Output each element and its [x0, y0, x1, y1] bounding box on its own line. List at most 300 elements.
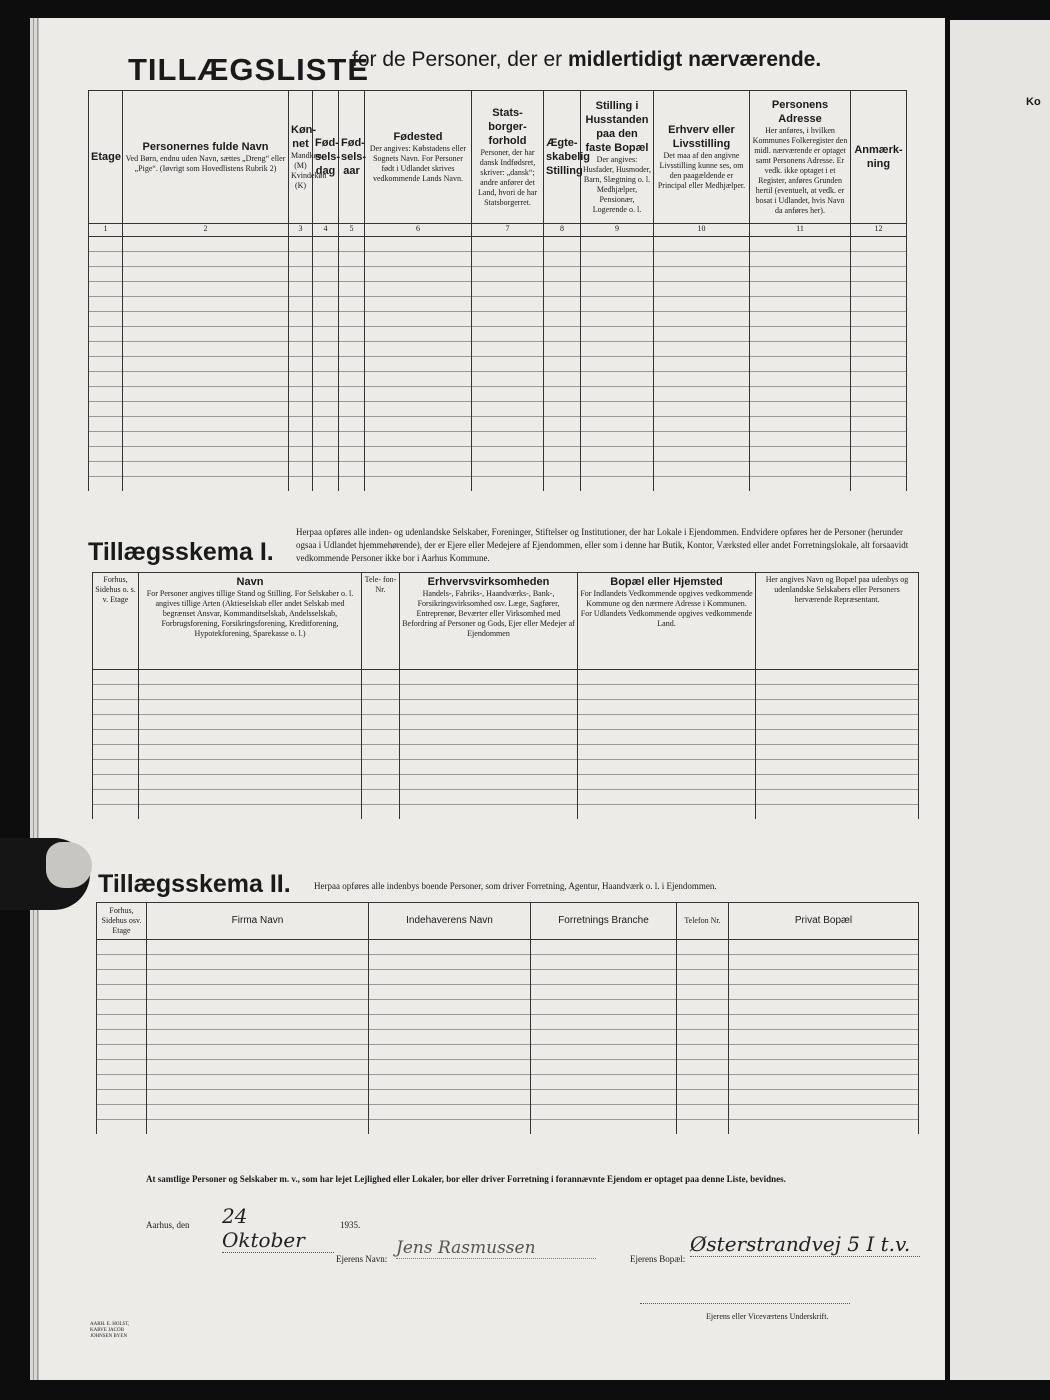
- schema2-row[interactable]: [97, 1000, 919, 1015]
- schema2-cell[interactable]: [369, 1105, 531, 1120]
- main-list-cell[interactable]: [313, 447, 339, 462]
- main-list-cell[interactable]: [851, 237, 907, 252]
- main-list-cell[interactable]: [89, 402, 123, 417]
- main-list-cell[interactable]: [89, 357, 123, 372]
- schema1-row[interactable]: [93, 775, 919, 790]
- main-list-cell[interactable]: [365, 282, 472, 297]
- main-list-cell[interactable]: [472, 432, 544, 447]
- schema1-cell[interactable]: [362, 685, 400, 700]
- schema2-cell[interactable]: [729, 970, 919, 985]
- schema2-cell[interactable]: [97, 1075, 147, 1090]
- main-list-cell[interactable]: [581, 387, 654, 402]
- schema1-cell[interactable]: [139, 775, 362, 790]
- schema2-cell[interactable]: [369, 940, 531, 955]
- main-list-cell[interactable]: [851, 432, 907, 447]
- main-list-cell[interactable]: [339, 267, 365, 282]
- main-list-row[interactable]: [89, 417, 907, 432]
- main-list-cell[interactable]: [851, 387, 907, 402]
- main-list-cell[interactable]: [750, 447, 851, 462]
- main-list-cell[interactable]: [544, 342, 581, 357]
- main-list-cell[interactable]: [472, 372, 544, 387]
- schema1-cell[interactable]: [578, 670, 756, 685]
- main-list-cell[interactable]: [89, 447, 123, 462]
- main-list-cell[interactable]: [289, 312, 313, 327]
- main-list-cell[interactable]: [123, 237, 289, 252]
- schema1-cell[interactable]: [93, 685, 139, 700]
- schema1-cell[interactable]: [400, 700, 578, 715]
- main-list-cell[interactable]: [313, 267, 339, 282]
- schema1-cell[interactable]: [139, 715, 362, 730]
- main-list-cell[interactable]: [750, 387, 851, 402]
- schema2-row[interactable]: [97, 1045, 919, 1060]
- main-list-cell[interactable]: [544, 447, 581, 462]
- schema1-cell[interactable]: [400, 715, 578, 730]
- main-list-cell[interactable]: [289, 387, 313, 402]
- schema2-cell[interactable]: [369, 1030, 531, 1045]
- main-list-cell[interactable]: [654, 267, 750, 282]
- schema2-cell[interactable]: [369, 1075, 531, 1090]
- main-list-cell[interactable]: [750, 417, 851, 432]
- schema1-cell[interactable]: [756, 730, 919, 745]
- schema1-cell[interactable]: [578, 685, 756, 700]
- schema2-cell[interactable]: [531, 1060, 677, 1075]
- schema2-cell[interactable]: [97, 940, 147, 955]
- schema2-cell[interactable]: [531, 985, 677, 1000]
- main-list-cell[interactable]: [289, 372, 313, 387]
- main-list-cell[interactable]: [313, 402, 339, 417]
- schema2-row[interactable]: [97, 1030, 919, 1045]
- main-list-cell[interactable]: [750, 432, 851, 447]
- main-list-cell[interactable]: [339, 432, 365, 447]
- main-list-cell[interactable]: [750, 357, 851, 372]
- main-list-cell[interactable]: [750, 372, 851, 387]
- main-list-row[interactable]: [89, 237, 907, 252]
- schema2-cell[interactable]: [531, 1045, 677, 1060]
- main-list-row[interactable]: [89, 282, 907, 297]
- schema2-cell[interactable]: [677, 985, 729, 1000]
- main-list-cell[interactable]: [654, 387, 750, 402]
- schema1-cell[interactable]: [578, 775, 756, 790]
- main-list-cell[interactable]: [581, 342, 654, 357]
- schema2-row[interactable]: [97, 1090, 919, 1105]
- main-list-cell[interactable]: [654, 357, 750, 372]
- main-list-cell[interactable]: [654, 282, 750, 297]
- schema2-cell[interactable]: [147, 1060, 369, 1075]
- main-list-cell[interactable]: [581, 327, 654, 342]
- schema1-cell[interactable]: [578, 790, 756, 805]
- main-list-cell[interactable]: [472, 447, 544, 462]
- schema1-cell[interactable]: [362, 730, 400, 745]
- main-list-cell[interactable]: [750, 342, 851, 357]
- schema2-cell[interactable]: [729, 1075, 919, 1090]
- schema1-row[interactable]: [93, 670, 919, 685]
- main-list-cell[interactable]: [123, 372, 289, 387]
- main-list-cell[interactable]: [581, 417, 654, 432]
- schema2-cell[interactable]: [531, 1030, 677, 1045]
- main-list-cell[interactable]: [472, 477, 544, 492]
- main-list-cell[interactable]: [339, 417, 365, 432]
- schema1-row[interactable]: [93, 685, 919, 700]
- main-list-cell[interactable]: [123, 267, 289, 282]
- schema1-cell[interactable]: [578, 700, 756, 715]
- schema1-cell[interactable]: [139, 760, 362, 775]
- main-list-cell[interactable]: [289, 297, 313, 312]
- main-list-cell[interactable]: [750, 252, 851, 267]
- main-list-cell[interactable]: [472, 267, 544, 282]
- main-list-cell[interactable]: [581, 312, 654, 327]
- schema2-cell[interactable]: [677, 1030, 729, 1045]
- main-list-cell[interactable]: [365, 462, 472, 477]
- schema1-cell[interactable]: [362, 670, 400, 685]
- main-list-cell[interactable]: [339, 477, 365, 492]
- main-list-cell[interactable]: [654, 252, 750, 267]
- schema2-cell[interactable]: [729, 1060, 919, 1075]
- schema1-cell[interactable]: [139, 700, 362, 715]
- schema2-cell[interactable]: [729, 1045, 919, 1060]
- schema2-cell[interactable]: [147, 1015, 369, 1030]
- main-list-cell[interactable]: [851, 342, 907, 357]
- schema1-cell[interactable]: [400, 730, 578, 745]
- main-list-cell[interactable]: [581, 402, 654, 417]
- main-list-row[interactable]: [89, 342, 907, 357]
- main-list-cell[interactable]: [89, 342, 123, 357]
- schema2-cell[interactable]: [97, 955, 147, 970]
- main-list-row[interactable]: [89, 387, 907, 402]
- schema2-row[interactable]: [97, 1120, 919, 1135]
- schema2-cell[interactable]: [147, 985, 369, 1000]
- schema2-cell[interactable]: [369, 1015, 531, 1030]
- main-list-cell[interactable]: [750, 267, 851, 282]
- main-list-cell[interactable]: [472, 462, 544, 477]
- main-list-cell[interactable]: [365, 372, 472, 387]
- main-list-cell[interactable]: [750, 297, 851, 312]
- schema2-cell[interactable]: [147, 1105, 369, 1120]
- main-list-row[interactable]: [89, 267, 907, 282]
- main-list-cell[interactable]: [851, 462, 907, 477]
- schema1-row[interactable]: [93, 715, 919, 730]
- schema2-cell[interactable]: [97, 1105, 147, 1120]
- main-list-row[interactable]: [89, 402, 907, 417]
- schema2-cell[interactable]: [677, 1060, 729, 1075]
- main-list-cell[interactable]: [851, 417, 907, 432]
- schema1-row[interactable]: [93, 760, 919, 775]
- schema1-cell[interactable]: [139, 745, 362, 760]
- main-list-cell[interactable]: [851, 372, 907, 387]
- schema2-cell[interactable]: [369, 955, 531, 970]
- main-list-cell[interactable]: [289, 357, 313, 372]
- main-list-cell[interactable]: [289, 327, 313, 342]
- schema2-row[interactable]: [97, 955, 919, 970]
- schema1-cell[interactable]: [362, 745, 400, 760]
- schema2-row[interactable]: [97, 1075, 919, 1090]
- main-list-cell[interactable]: [313, 312, 339, 327]
- main-list-cell[interactable]: [544, 432, 581, 447]
- main-list-cell[interactable]: [289, 252, 313, 267]
- main-list-cell[interactable]: [472, 237, 544, 252]
- schema2-cell[interactable]: [531, 1120, 677, 1135]
- schema1-cell[interactable]: [578, 745, 756, 760]
- schema2-cell[interactable]: [677, 1090, 729, 1105]
- main-list-cell[interactable]: [123, 432, 289, 447]
- main-list-cell[interactable]: [581, 432, 654, 447]
- main-list-cell[interactable]: [289, 282, 313, 297]
- schema1-cell[interactable]: [139, 670, 362, 685]
- schema1-cell[interactable]: [139, 685, 362, 700]
- main-list-cell[interactable]: [89, 297, 123, 312]
- schema2-cell[interactable]: [369, 1120, 531, 1135]
- schema1-cell[interactable]: [93, 730, 139, 745]
- main-list-cell[interactable]: [581, 267, 654, 282]
- main-list-cell[interactable]: [365, 357, 472, 372]
- main-list-cell[interactable]: [581, 282, 654, 297]
- schema1-cell[interactable]: [400, 670, 578, 685]
- main-list-cell[interactable]: [123, 342, 289, 357]
- schema1-cell[interactable]: [400, 760, 578, 775]
- main-list-cell[interactable]: [851, 312, 907, 327]
- main-list-cell[interactable]: [581, 357, 654, 372]
- main-list-cell[interactable]: [89, 372, 123, 387]
- schema1-cell[interactable]: [93, 775, 139, 790]
- main-list-cell[interactable]: [123, 297, 289, 312]
- main-list-cell[interactable]: [339, 357, 365, 372]
- main-list-cell[interactable]: [544, 462, 581, 477]
- schema1-cell[interactable]: [139, 730, 362, 745]
- schema2-cell[interactable]: [97, 970, 147, 985]
- schema1-cell[interactable]: [400, 745, 578, 760]
- schema2-cell[interactable]: [677, 1015, 729, 1030]
- main-list-cell[interactable]: [654, 297, 750, 312]
- main-list-cell[interactable]: [89, 417, 123, 432]
- schema1-cell[interactable]: [362, 715, 400, 730]
- schema1-cell[interactable]: [756, 775, 919, 790]
- main-list-cell[interactable]: [365, 402, 472, 417]
- schema2-row[interactable]: [97, 970, 919, 985]
- schema2-cell[interactable]: [729, 1015, 919, 1030]
- main-list-cell[interactable]: [365, 432, 472, 447]
- main-list-row[interactable]: [89, 477, 907, 492]
- schema2-cell[interactable]: [531, 1075, 677, 1090]
- main-list-cell[interactable]: [851, 267, 907, 282]
- main-list-cell[interactable]: [472, 402, 544, 417]
- schema2-cell[interactable]: [97, 1030, 147, 1045]
- main-list-cell[interactable]: [89, 432, 123, 447]
- main-list-cell[interactable]: [313, 432, 339, 447]
- main-list-cell[interactable]: [289, 342, 313, 357]
- schema1-cell[interactable]: [362, 760, 400, 775]
- main-list-cell[interactable]: [123, 252, 289, 267]
- main-list-cell[interactable]: [365, 267, 472, 282]
- main-list-cell[interactable]: [654, 327, 750, 342]
- main-list-row[interactable]: [89, 462, 907, 477]
- main-list-cell[interactable]: [313, 237, 339, 252]
- schema2-cell[interactable]: [147, 1090, 369, 1105]
- schema2-row[interactable]: [97, 940, 919, 955]
- schema1-cell[interactable]: [756, 670, 919, 685]
- schema2-cell[interactable]: [729, 1030, 919, 1045]
- main-list-cell[interactable]: [544, 237, 581, 252]
- schema2-cell[interactable]: [97, 1090, 147, 1105]
- main-list-cell[interactable]: [313, 357, 339, 372]
- schema2-cell[interactable]: [729, 1000, 919, 1015]
- schema2-cell[interactable]: [147, 1120, 369, 1135]
- main-list-cell[interactable]: [289, 267, 313, 282]
- main-list-row[interactable]: [89, 432, 907, 447]
- schema1-cell[interactable]: [578, 805, 756, 820]
- schema1-row[interactable]: [93, 790, 919, 805]
- main-list-cell[interactable]: [123, 357, 289, 372]
- schema1-row[interactable]: [93, 730, 919, 745]
- schema1-cell[interactable]: [400, 775, 578, 790]
- main-list-cell[interactable]: [581, 462, 654, 477]
- main-list-row[interactable]: [89, 372, 907, 387]
- main-list-cell[interactable]: [89, 462, 123, 477]
- main-list-cell[interactable]: [654, 402, 750, 417]
- schema2-cell[interactable]: [729, 1105, 919, 1120]
- main-list-cell[interactable]: [472, 342, 544, 357]
- schema2-row[interactable]: [97, 1060, 919, 1075]
- schema1-cell[interactable]: [400, 685, 578, 700]
- main-list-cell[interactable]: [313, 297, 339, 312]
- main-list-cell[interactable]: [654, 237, 750, 252]
- schema2-cell[interactable]: [147, 955, 369, 970]
- main-list-cell[interactable]: [89, 387, 123, 402]
- main-list-cell[interactable]: [89, 327, 123, 342]
- main-list-cell[interactable]: [472, 252, 544, 267]
- schema2-cell[interactable]: [97, 1060, 147, 1075]
- main-list-cell[interactable]: [313, 462, 339, 477]
- schema2-cell[interactable]: [729, 1090, 919, 1105]
- main-list-cell[interactable]: [581, 297, 654, 312]
- schema2-cell[interactable]: [531, 1000, 677, 1015]
- main-list-cell[interactable]: [544, 267, 581, 282]
- schema2-cell[interactable]: [531, 1105, 677, 1120]
- schema2-cell[interactable]: [369, 1045, 531, 1060]
- schema2-cell[interactable]: [677, 1045, 729, 1060]
- main-list-cell[interactable]: [313, 342, 339, 357]
- main-list-cell[interactable]: [544, 477, 581, 492]
- schema1-cell[interactable]: [93, 805, 139, 820]
- main-list-cell[interactable]: [750, 462, 851, 477]
- main-list-cell[interactable]: [123, 417, 289, 432]
- schema1-cell[interactable]: [578, 760, 756, 775]
- main-list-cell[interactable]: [472, 387, 544, 402]
- schema1-cell[interactable]: [400, 790, 578, 805]
- main-list-cell[interactable]: [339, 342, 365, 357]
- main-list-cell[interactable]: [313, 417, 339, 432]
- main-list-cell[interactable]: [544, 312, 581, 327]
- schema2-cell[interactable]: [729, 1120, 919, 1135]
- main-list-cell[interactable]: [339, 372, 365, 387]
- main-list-cell[interactable]: [851, 327, 907, 342]
- schema1-cell[interactable]: [756, 745, 919, 760]
- schema2-cell[interactable]: [729, 940, 919, 955]
- schema1-cell[interactable]: [578, 730, 756, 745]
- main-list-cell[interactable]: [654, 477, 750, 492]
- main-list-cell[interactable]: [851, 357, 907, 372]
- main-list-cell[interactable]: [289, 417, 313, 432]
- schema2-cell[interactable]: [369, 1060, 531, 1075]
- main-list-cell[interactable]: [654, 432, 750, 447]
- main-list-cell[interactable]: [339, 312, 365, 327]
- main-list-cell[interactable]: [472, 327, 544, 342]
- main-list-cell[interactable]: [123, 402, 289, 417]
- main-list-cell[interactable]: [851, 447, 907, 462]
- main-list-cell[interactable]: [544, 327, 581, 342]
- schema1-cell[interactable]: [756, 805, 919, 820]
- schema1-cell[interactable]: [362, 700, 400, 715]
- schema2-row[interactable]: [97, 1105, 919, 1120]
- schema2-cell[interactable]: [531, 1015, 677, 1030]
- schema2-cell[interactable]: [531, 970, 677, 985]
- main-list-cell[interactable]: [289, 402, 313, 417]
- main-list-cell[interactable]: [313, 477, 339, 492]
- main-list-cell[interactable]: [365, 417, 472, 432]
- schema2-cell[interactable]: [531, 1090, 677, 1105]
- main-list-cell[interactable]: [89, 477, 123, 492]
- main-list-cell[interactable]: [365, 477, 472, 492]
- main-list-cell[interactable]: [365, 447, 472, 462]
- main-list-cell[interactable]: [851, 252, 907, 267]
- main-list-cell[interactable]: [123, 462, 289, 477]
- schema2-cell[interactable]: [147, 940, 369, 955]
- schema1-cell[interactable]: [93, 760, 139, 775]
- schema1-cell[interactable]: [93, 670, 139, 685]
- schema1-row[interactable]: [93, 805, 919, 820]
- main-list-cell[interactable]: [851, 297, 907, 312]
- schema1-cell[interactable]: [756, 790, 919, 805]
- main-list-cell[interactable]: [313, 372, 339, 387]
- schema2-cell[interactable]: [147, 1045, 369, 1060]
- main-list-cell[interactable]: [339, 282, 365, 297]
- main-list-cell[interactable]: [289, 432, 313, 447]
- schema1-cell[interactable]: [362, 805, 400, 820]
- main-list-cell[interactable]: [472, 417, 544, 432]
- main-list-cell[interactable]: [544, 252, 581, 267]
- main-list-cell[interactable]: [654, 447, 750, 462]
- main-list-cell[interactable]: [289, 237, 313, 252]
- main-list-cell[interactable]: [750, 402, 851, 417]
- main-list-cell[interactable]: [313, 387, 339, 402]
- main-list-cell[interactable]: [365, 387, 472, 402]
- main-list-cell[interactable]: [581, 372, 654, 387]
- schema1-row[interactable]: [93, 700, 919, 715]
- main-list-cell[interactable]: [289, 462, 313, 477]
- main-list-cell[interactable]: [581, 477, 654, 492]
- schema1-cell[interactable]: [756, 685, 919, 700]
- schema2-cell[interactable]: [531, 955, 677, 970]
- main-list-cell[interactable]: [544, 282, 581, 297]
- schema1-cell[interactable]: [93, 745, 139, 760]
- schema2-cell[interactable]: [147, 1030, 369, 1045]
- main-list-cell[interactable]: [365, 237, 472, 252]
- schema2-row[interactable]: [97, 1015, 919, 1030]
- main-list-cell[interactable]: [544, 357, 581, 372]
- main-list-cell[interactable]: [123, 447, 289, 462]
- main-list-cell[interactable]: [313, 327, 339, 342]
- main-list-cell[interactable]: [654, 312, 750, 327]
- main-list-cell[interactable]: [289, 447, 313, 462]
- main-list-cell[interactable]: [750, 237, 851, 252]
- main-list-cell[interactable]: [581, 237, 654, 252]
- main-list-cell[interactable]: [851, 477, 907, 492]
- main-list-cell[interactable]: [339, 402, 365, 417]
- schema2-cell[interactable]: [369, 1090, 531, 1105]
- main-list-cell[interactable]: [123, 327, 289, 342]
- schema2-cell[interactable]: [97, 985, 147, 1000]
- main-list-cell[interactable]: [851, 402, 907, 417]
- schema1-cell[interactable]: [756, 700, 919, 715]
- main-list-row[interactable]: [89, 447, 907, 462]
